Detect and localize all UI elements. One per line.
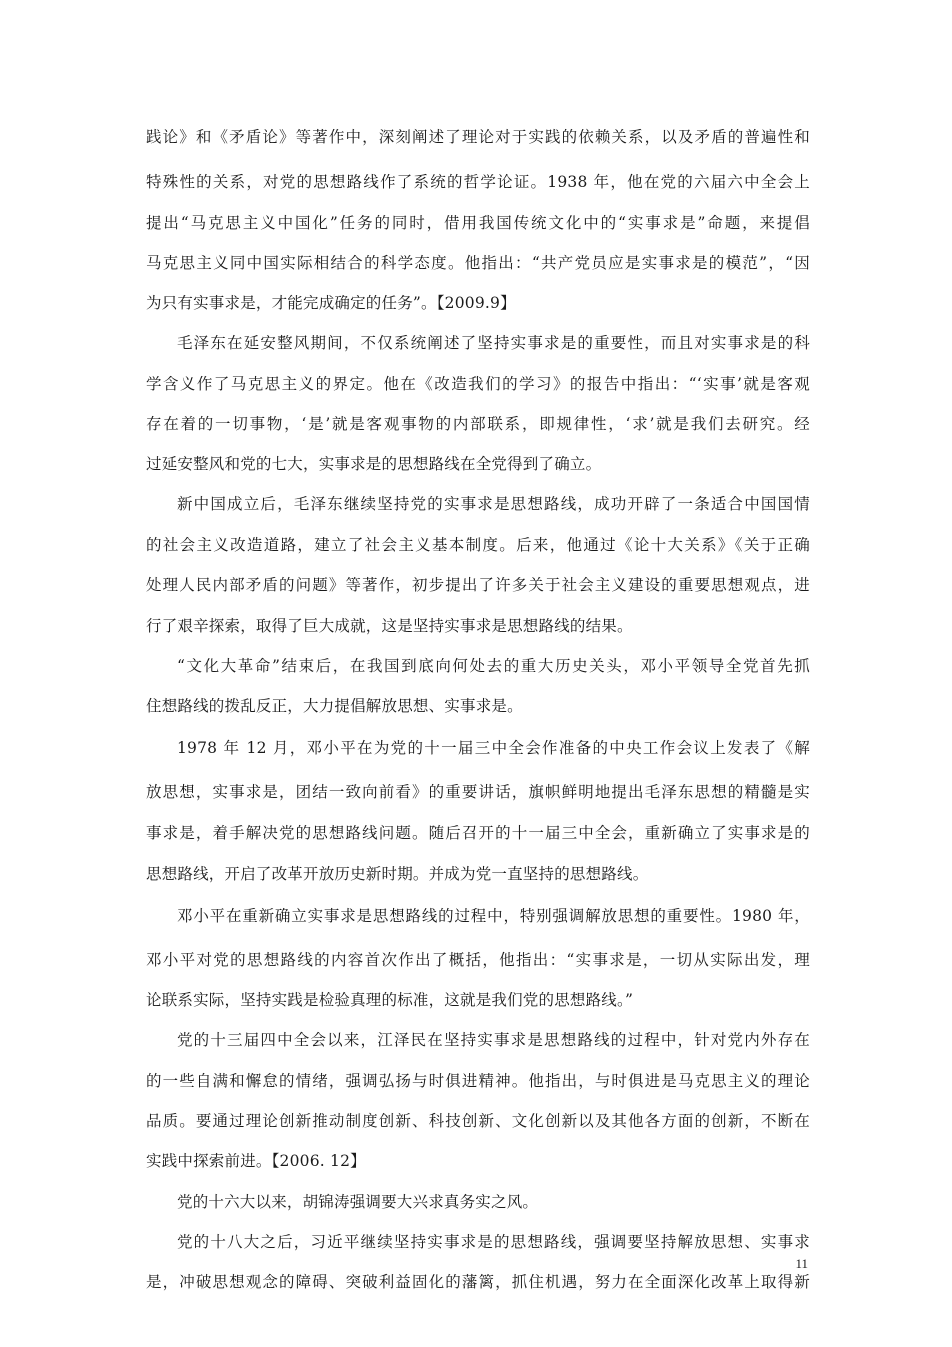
text-line: 品质。要通过理论创新推动制度创新、科技创新、文化创新以及其他各方面的创新，不断在 — [146, 1112, 810, 1130]
text-line: 的社会主义改造道路，建立了社会主义基本制度。后来，他通过《论十大关系》《关于正确 — [146, 536, 810, 554]
text-line: 存在着的一切事物，‘是’就是客观事物的内部联系，即规律性，‘求’就是我们去研究。经 — [146, 415, 810, 433]
text-line: 处理人民内部矛盾的问题》等著作，初步提出了许多关于社会主义建设的重要思想观点，进 — [146, 576, 810, 594]
text-line: 新中国成立后，毛泽东继续坚持党的实事求是思想路线，成功开辟了一条适合中国国情 — [177, 495, 810, 513]
text-line: 住想路线的拨乱反正，大力提倡解放思想、实事求是。 — [146, 697, 523, 715]
text-line: 提出“马克思主义中国化”任务的同时，借用我国传统文化中的“实事求是”命题，来提倡 — [146, 214, 810, 232]
text-line: 党的十八大之后，习近平继续坚持实事求是的思想路线，强调要坚持解放思想、实事求 — [177, 1233, 810, 1251]
text-line: 践论》和《矛盾论》等著作中，深刻阐述了理论对于实践的依赖关系，以及矛盾的普遍性和 — [146, 128, 810, 146]
text-line: 邓小平对党的思想路线的内容首次作出了概括，他指出：“实事求是，一切从实际出发，理 — [146, 951, 810, 969]
text-line: 实践中探索前进。【2006. 12】 — [146, 1152, 366, 1170]
text-line: 是，冲破思想观念的障碍、突破利益固化的藩篱，抓住机遇，努力在全面深化改革上取得新 — [146, 1273, 810, 1291]
text-line: 学含义作了马克思主义的界定。他在《改造我们的学习》的报告中指出：“‘实事’就是客观 — [146, 375, 810, 393]
page-number: 11 — [795, 1256, 808, 1271]
text-line: 事求是，着手解决党的思想路线问题。随后召开的十一届三中全会，重新确立了实事求是的 — [146, 824, 810, 842]
text-line: 论联系实际，坚持实践是检验真理的标准，这就是我们党的思想路线。” — [146, 991, 634, 1009]
text-line: 1978 年 12 月，邓小平在为党的十一届三中全会作准备的中央工作会议上发表了《解 — [177, 739, 810, 757]
text-line: 的一些自满和懈怠的情绪，强调弘扬与时俱进精神。他指出，与时俱进是马克思主义的理论 — [146, 1072, 810, 1090]
text-line: 思想路线，开启了改革开放历史新时期。并成为党一直坚持的思想路线。 — [146, 865, 649, 883]
text-line: 过延安整风和党的七大，实事求是的思想路线在全党得到了确立。 — [146, 455, 602, 473]
text-line: 党的十三届四中全会以来，江泽民在坚持实事求是思想路线的过程中，针对党内外存在 — [177, 1031, 810, 1049]
text-line: 党的十六大以来，胡锦涛强调要大兴求真务实之风。 — [177, 1193, 539, 1211]
text-line: 特殊性的关系，对党的思想路线作了系统的哲学论证。1938 年，他在党的六届六中全会上 — [146, 173, 810, 191]
text-line: 为只有实事求是，才能完成确定的任务”。【2009.9】 — [146, 294, 516, 312]
text-line: 放思想，实事求是，团结一致向前看》的重要讲话，旗帜鲜明地提出毛泽东思想的精髓是实 — [146, 783, 810, 801]
text-line: 邓小平在重新确立实事求是思想路线的过程中，特别强调解放思想的重要性。1980 年， — [177, 907, 810, 925]
text-line: 毛泽东在延安整风期间，不仅系统阐述了坚持实事求是的重要性，而且对实事求是的科 — [177, 334, 810, 352]
text-line: “文化大革命”结束后，在我国到底向何处去的重大历史关头，邓小平领导全党首先抓 — [177, 657, 810, 675]
text-line: 行了艰辛探索，取得了巨大成就，这是坚持实事求是思想路线的结果。 — [146, 617, 633, 635]
text-line: 马克思主义同中国实际相结合的科学态度。他指出：“共产党员应是实事求是的模范”，“因 — [146, 254, 810, 272]
